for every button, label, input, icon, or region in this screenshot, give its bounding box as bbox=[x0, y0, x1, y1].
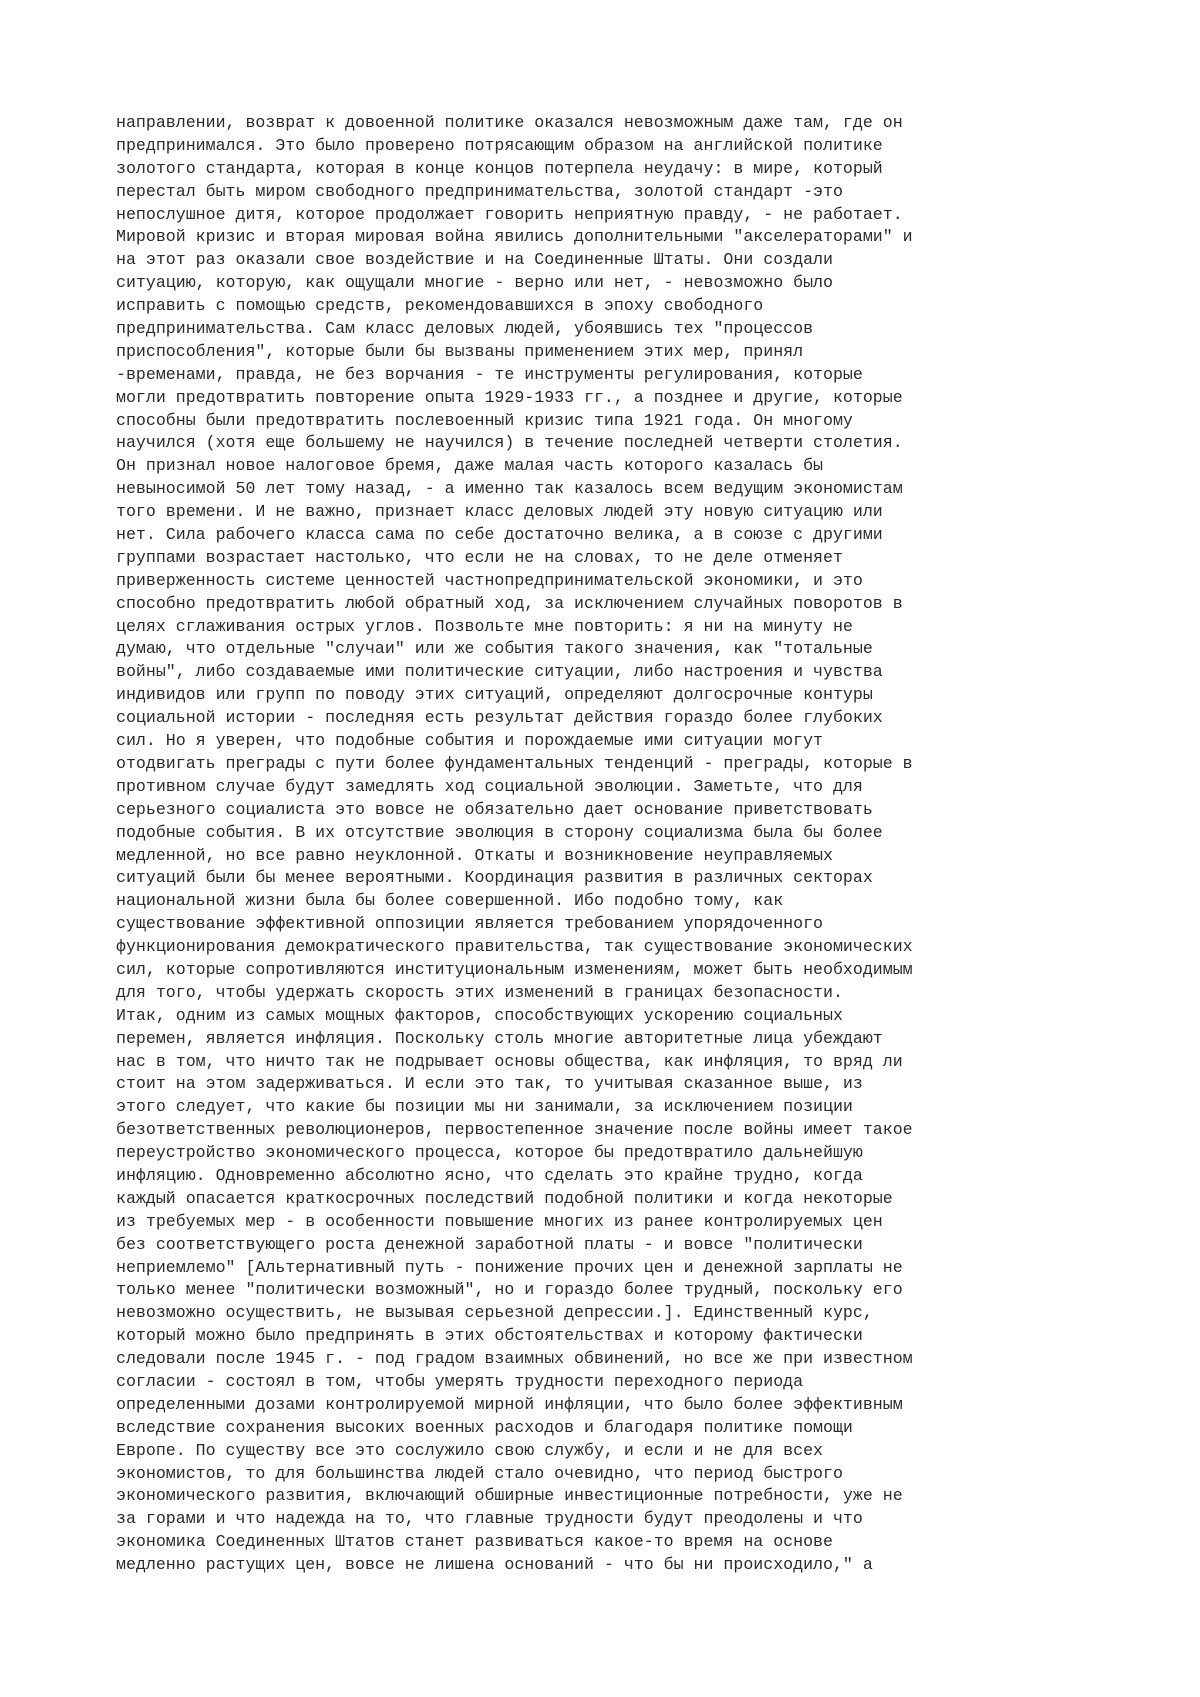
text-line: -временами, правда, не без ворчания - те инструменты регулирования, которые bbox=[116, 364, 863, 384]
text-line: научился (хотя еще большему не научился) в течение последней четверти столетия. bbox=[116, 433, 903, 453]
text-line: безответственных революционеров, первостепенное значение после войны имеет такое bbox=[116, 1120, 913, 1140]
text-line: противном случае будут замедлять ход социальной эволюции. Заметьте, что для bbox=[116, 776, 863, 796]
text-line: без соответствующего роста денежной заработной платы - и вовсе "политически bbox=[116, 1234, 863, 1254]
text-line: определенными дозами контролируемой мирной инфляции, что было более эффективным bbox=[116, 1394, 903, 1414]
text-line: ситуацию, которую, как ощущали многие - верно или нет, - невозможно было bbox=[116, 273, 833, 293]
text-line: экономического развития, включающий обширные инвестиционные потребности, уже не bbox=[116, 1486, 903, 1506]
text-line: серьезного социалиста это вовсе не обязательно дает основание приветствовать bbox=[116, 799, 873, 819]
text-line: из требуемых мер - в особенности повышение многих из ранее контролируемых цен bbox=[116, 1211, 883, 1231]
text-line: предпринимался. Это было проверено потрясающим образом на английской политике bbox=[116, 135, 883, 155]
text-line: Итак, одним из самых мощных факторов, способствующих ускорению социальных bbox=[116, 1005, 843, 1025]
text-line: функционирования демократического правительства, так существование экономических bbox=[116, 937, 913, 957]
text-line: существование эффективной оппозиции является требованием упорядоченного bbox=[116, 914, 824, 934]
text-line: направлении, возврат к довоенной политике оказался невозможным даже там, где он bbox=[116, 113, 903, 132]
text-line: нет. Сила рабочего класса сама по себе достаточно велика, а в союзе с другими bbox=[116, 525, 883, 545]
text-line: вследствие сохранения высоких военных расходов и благодаря политике помощи bbox=[116, 1417, 853, 1437]
text-line: перемен, является инфляция. Поскольку столь многие авторитетные лица убеждают bbox=[116, 1028, 883, 1048]
text-line: исправить с помощью средств, рекомендовавшихся в эпоху свободного bbox=[116, 296, 764, 316]
text-line: для того, чтобы удержать скорость этих изменений в границах безопасности. bbox=[116, 982, 843, 1002]
text-line: способно предотвратить любой обратный ход, за исключением случайных поворотов в bbox=[116, 593, 903, 613]
text-line: ситуаций были бы менее вероятными. Координация развития в различных секторах bbox=[116, 868, 873, 888]
text-line: приспособления", которые были бы вызваны применением этих мер, принял bbox=[116, 341, 804, 361]
text-line: экономистов, то для большинства людей стало очевидно, что период быстрого bbox=[116, 1463, 843, 1483]
body-text bbox=[116, 112, 1116, 1577]
text-line: предпринимательства. Сам класс деловых людей, убоявшись тех "процессов bbox=[116, 319, 814, 339]
text-line: непослушное дитя, которое продолжает говорить неприятную правду, - не работает. bbox=[116, 204, 903, 224]
text-line: переустройство экономического процесса, которое бы предотвратило дальнейшую bbox=[116, 1143, 863, 1163]
text-line: только менее "политически возможный", но и гораздо более трудный, поскольку его bbox=[116, 1280, 903, 1300]
text-line: войны", либо создаваемые ими политические ситуации, либо настроения и чувства bbox=[116, 662, 883, 682]
text-line: инфляцию. Одновременно абсолютно ясно, что сделать это крайне трудно, когда bbox=[116, 1165, 863, 1185]
text-line: на этот раз оказали свое воздействие и на Соединенные Штаты. Они создали bbox=[116, 250, 833, 270]
text-line: Европе. По существу все это сослужило свою службу, и если и не для всех bbox=[116, 1440, 824, 1460]
text-line: могли предотвратить повторение опыта 1929-1933 гг., а позднее и другие, которые bbox=[116, 387, 903, 407]
text-line: медленно растущих цен, вовсе не лишена оснований - что бы ни происходило," а bbox=[116, 1555, 873, 1575]
text-line: группами возрастает настолько, что если не на словах, то не деле отменяет bbox=[116, 547, 843, 567]
text-line: подобные события. В их отсутствие эволюция в сторону социализма была бы более bbox=[116, 822, 883, 842]
text-line: золотого стандарта, которая в конце концов потерпела неудачу: в мире, который bbox=[116, 158, 883, 178]
text-line: каждый опасается краткосрочных последствий подобной политики и когда некоторые bbox=[116, 1188, 893, 1208]
text-line: нас в том, что ничто так не подрывает основы общества, как инфляция, то вряд ли bbox=[116, 1051, 903, 1071]
text-line: экономика Соединенных Штатов станет развиваться какое-то время на основе bbox=[116, 1532, 833, 1552]
text-line: сил. Но я уверен, что подобные события и порождаемые ими ситуации могут bbox=[116, 731, 824, 751]
text-line: приверженность системе ценностей частнопредпринимательской экономики, и это bbox=[116, 570, 863, 590]
text-line: невыносимой 50 лет тому назад, - а именно так казалось всем ведущим экономистам bbox=[116, 479, 903, 499]
text-line: перестал быть миром свободного предпринимательства, золотой стандарт -это bbox=[116, 181, 843, 201]
text-line: того времени. И не важно, признает класс деловых людей эту новую ситуацию или bbox=[116, 502, 883, 522]
text-line: отодвигать преграды с пути более фундаментальных тенденций - преграды, которые в bbox=[116, 753, 913, 773]
text-line: индивидов или групп по поводу этих ситуаций, определяют долгосрочные контуры bbox=[116, 685, 873, 705]
text-line: за горами и что надежда на то, что главные трудности будут преодолены и что bbox=[116, 1509, 863, 1529]
text-line: который можно было предпринять в этих обстоятельствах и которому фактически bbox=[116, 1326, 863, 1346]
text-line: неприемлемо" [Альтернативный путь - понижение прочих цен и денежной зарплаты не bbox=[116, 1257, 903, 1277]
text-line: способны были предотвратить послевоенный кризис типа 1921 года. Он многому bbox=[116, 410, 853, 430]
text-line: этого следует, что какие бы позиции мы ни занимали, за исключением позиции bbox=[116, 1097, 853, 1117]
text-line: стоит на этом задерживаться. И если это так, то учитывая сказанное выше, из bbox=[116, 1074, 863, 1094]
text-line: национальной жизни была бы более совершенной. Ибо подобно тому, как bbox=[116, 891, 784, 911]
text-line: социальной истории - последняя есть результат действия гораздо более глубоких bbox=[116, 708, 883, 728]
text-line: следовали после 1945 г. - под градом взаимных обвинений, но все же при известном bbox=[116, 1349, 913, 1369]
text-line: согласии - состоял в том, чтобы умерять трудности переходного периода bbox=[116, 1371, 804, 1391]
text-line: думаю, что отдельные "случаи" или же события такого значения, как "тотальные bbox=[116, 639, 873, 659]
text-line: невозможно осуществить, не вызывая серьезной депрессии.]. Единственный курс, bbox=[116, 1303, 873, 1323]
text-line: Он признал новое налоговое бремя, даже малая часть которого казалась бы bbox=[116, 456, 824, 476]
text-line: целях сглаживания острых углов. Позвольте мне повторить: я ни на минуту не bbox=[116, 616, 853, 636]
text-line: сил, которые сопротивляются институциональным изменениям, может быть необходимым bbox=[116, 959, 913, 979]
text-line: медленной, но все равно неуклонной. Откаты и возникновение неуправляемых bbox=[116, 845, 833, 865]
text-line: Мировой кризис и вторая мировая война явились дополнительными "акселераторами" и bbox=[116, 227, 913, 247]
